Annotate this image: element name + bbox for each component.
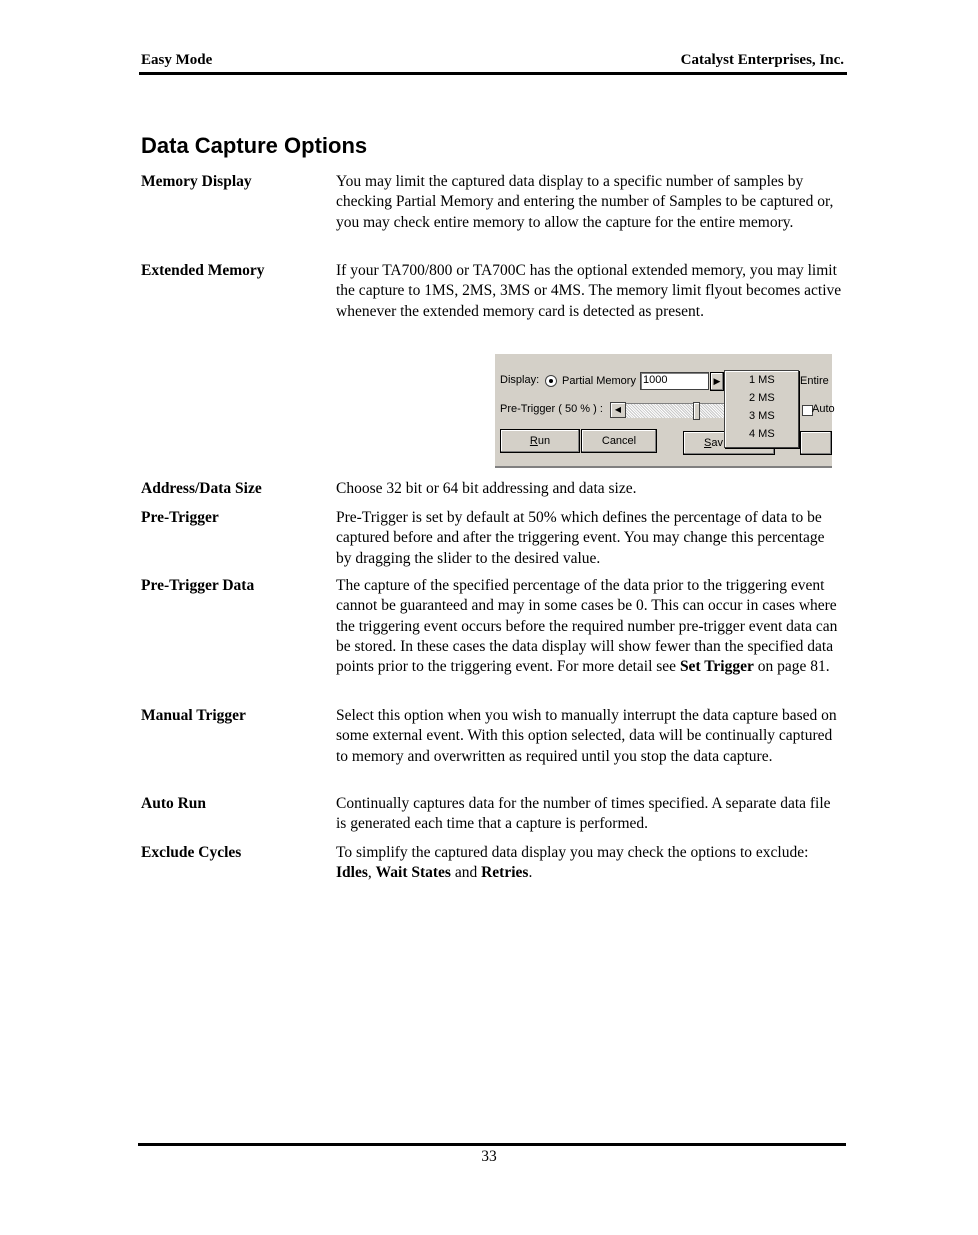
figure-edge — [495, 352, 832, 354]
partial-button[interactable] — [800, 431, 832, 455]
entry-description: Continually captures data for the number of times specified. A separate data file is generated each time that a capture is performed. — [336, 795, 831, 833]
header-company-name: Catalyst Enterprises, Inc. — [680, 52, 844, 68]
entry-term: Pre-Trigger Data — [141, 577, 255, 594]
retries-term: Retries — [481, 864, 529, 882]
idles-term: Idles — [336, 864, 368, 882]
entry-term: Address/Data Size — [141, 480, 262, 497]
entry-term: Extended Memory — [141, 262, 265, 279]
entry-description — [336, 843, 842, 884]
wait-states-term: Wait States — [375, 864, 451, 882]
flyout-item-2ms[interactable]: 2 MS — [749, 392, 775, 404]
partial-memory-label: Partial Memory — [562, 375, 636, 387]
footer-rule — [138, 1143, 846, 1146]
left-arrow-icon: ◀ — [614, 405, 622, 414]
entry-description: If your TA700/800 or TA700C has the optional extended memory, you may limit the capture to 1MS, 2MS, 3MS or 4MS. The memory limit flyout becomes active whenever the extended memory card is detected as present. — [336, 262, 842, 320]
entry-description: Select this option when you wish to manually interrupt the data capture based on some external event. With this option selected, data will be continually captured to memory and overwritten as required until you stop the data capture. — [336, 707, 837, 765]
entry-term: Memory Display — [141, 173, 252, 190]
display-label: Display: — [500, 374, 540, 386]
cancel-button[interactable]: Cancel — [581, 429, 657, 453]
desc-text: on page 81. — [753, 658, 830, 676]
entry-description: Choose 32 bit or 64 bit addressing and data size. — [336, 480, 637, 497]
entry-description: Pre-Trigger is set by default at 50% which defines the percentage of data to be captured before and after the triggering event. You may change this percentage by dragging the slider to the desired value. — [336, 509, 825, 567]
entry-description — [336, 576, 842, 677]
partial-memory-radio[interactable] — [545, 375, 557, 387]
desc-text: . — [528, 864, 533, 882]
run-button[interactable] — [500, 429, 580, 453]
entry-term: Pre-Trigger — [141, 509, 219, 526]
header-section-name: Easy Mode — [141, 52, 213, 68]
page-number: 33 — [481, 1148, 497, 1165]
entry-description: You may limit the captured data display to a specific number of samples by checking Partial Memory and entering the number of Samples to be captured or, you may check entire memory to allow the capture for the entire memory. — [336, 173, 834, 231]
page-header — [140, 52, 847, 74]
entry-term: Exclude Cycles — [141, 844, 242, 861]
capture-options-screenshot — [495, 352, 835, 468]
pretrigger-slider-thumb[interactable] — [693, 402, 700, 420]
samples-input[interactable]: 1000 — [640, 372, 709, 390]
pretrigger-slider[interactable] — [626, 403, 724, 418]
flyout-item-4ms[interactable]: 4 MS — [749, 428, 775, 440]
set-trigger-reference: Set Trigger — [679, 658, 754, 676]
desc-text: The capture of the specified percentage of the data prior to the triggering event cannot be guaranteed and may in some cases be 0. This can occur in cases where the triggering event occurs before the required number pre-trigger event data can be stored. In these cases the data display will show fewer than the specified data points prior to the triggering event. For more detail see — [336, 577, 838, 676]
flyout-item-1ms[interactable]: 1 MS — [749, 374, 775, 386]
save-button-accelerator: S — [704, 437, 712, 449]
right-arrow-icon: ▶ — [713, 376, 721, 386]
flyout-item-3ms[interactable]: 3 MS — [749, 410, 775, 422]
section-title: Data Capture Options — [141, 133, 368, 158]
header-rule — [139, 72, 847, 75]
entire-memory-label: Entire — [800, 375, 829, 387]
auto-run-label: Auto — [812, 403, 835, 415]
desc-text: , — [367, 864, 376, 882]
memory-flyout-button[interactable] — [710, 372, 724, 391]
desc-text: and — [450, 864, 482, 882]
memory-limit-flyout — [724, 370, 799, 448]
pretrigger-label: Pre-Trigger ( 50 % ) : — [500, 403, 603, 415]
save-button-label: av — [711, 437, 723, 449]
desc-text: To simplify the captured data display you may check the options to exclude: — [336, 844, 809, 861]
run-button-accelerator: R — [529, 435, 538, 447]
entry-term: Auto Run — [141, 795, 207, 812]
slider-left-button[interactable] — [610, 402, 626, 418]
run-button-label: un — [537, 435, 551, 447]
entry-term: Manual Trigger — [141, 707, 246, 724]
